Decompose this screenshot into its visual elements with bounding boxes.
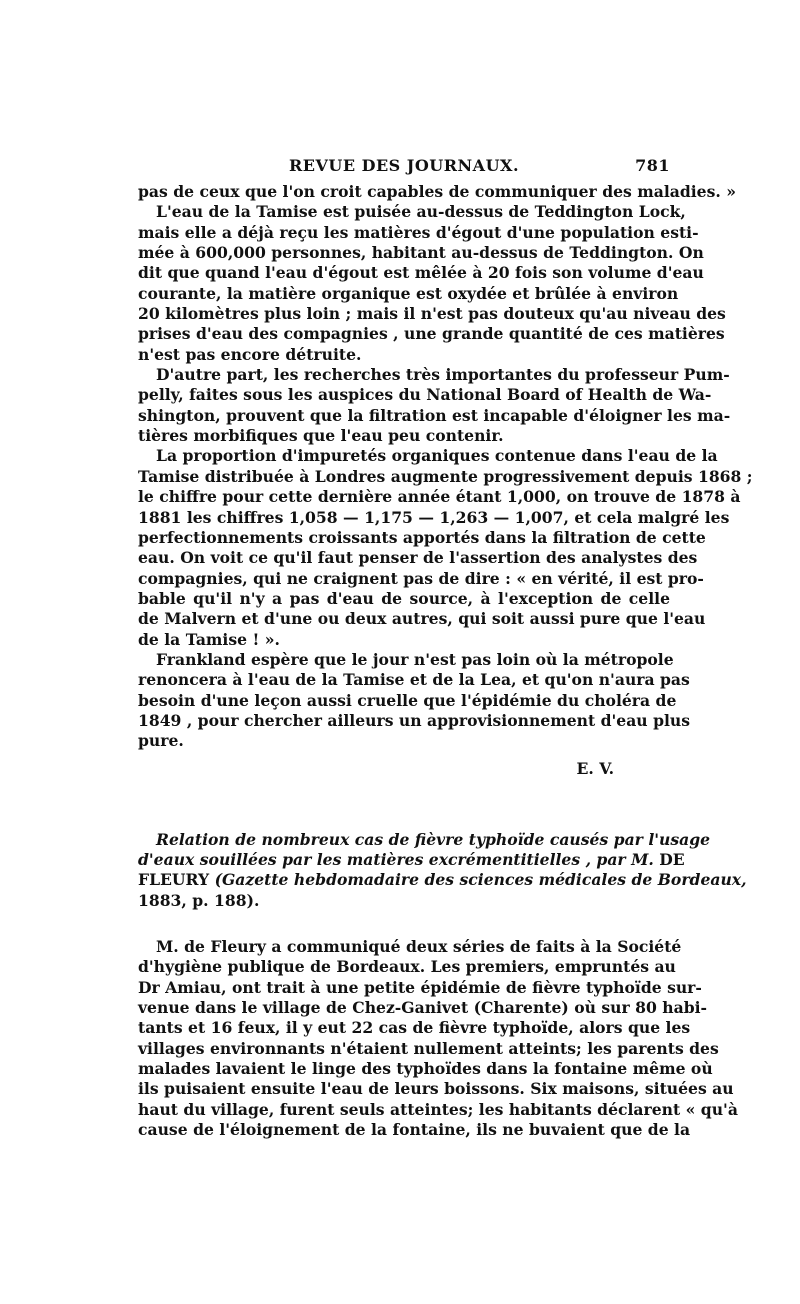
section-gap	[138, 911, 670, 937]
text-line: Dr Amiau, ont trait à une petite épidémie de fièvre typhoïde sur-	[138, 977, 702, 997]
article-signature: E. V.	[576, 758, 614, 778]
text-line: tières morbifiques que l'eau peu contenir.	[138, 426, 504, 446]
running-head-title: REVUE DES JOURNAUX.	[288, 156, 520, 175]
text-line: pure.	[138, 731, 184, 751]
text-line: venue dans le village de Chez-Ganivet (Charente) où sur 80 habi-	[138, 998, 708, 1018]
text-line: haut du village, furent seuls atteintes; les habitants déclarent « qu'à	[138, 1099, 738, 1119]
text-line: perfectionnements croissants apportés dans la filtration de cette	[138, 527, 706, 547]
text-line: prises d'eau des compagnies , une grande quantité de ces matières	[138, 324, 725, 344]
text-line: shington, prouvent que la filtration est incapable d'éloigner les ma-	[138, 405, 731, 425]
text-line: mais elle a déjà reçu les matières d'égout d'une population esti-	[138, 222, 699, 242]
text-line: d'hygiène publique de Bordeaux. Les premiers, empruntés au	[138, 957, 676, 977]
text-line: pelly, faites sous les auspices du National Board of Health de Wa-	[138, 385, 712, 405]
text-line: tants et 16 feux, il y eut 22 cas de fièvre typhoïde, alors que les	[138, 1018, 691, 1038]
author-particle: DE	[659, 849, 685, 869]
text-line: n'est pas encore détruite.	[138, 344, 362, 364]
article-heading-line: Relation de nombreux cas de fièvre typhoïde causés par l'usage	[156, 829, 711, 849]
text-line: villages environnants n'étaient nullement atteints; les parents des	[138, 1038, 719, 1058]
text-line: pas de ceux que l'on croit capables de communiquer des maladies. »	[138, 182, 736, 201]
text-line: L'eau de la Tamise est puisée au-dessus de Teddington Lock,	[156, 202, 686, 222]
text-line: besoin d'une leçon aussi cruelle que l'épidémie du choléra de	[138, 690, 677, 710]
text-line: cause de l'éloignement de la fontaine, ils ne buvaient que de la	[138, 1120, 691, 1140]
text-line: eau. On voit ce qu'il faut penser de l'assertion des analystes des	[138, 548, 698, 568]
text-line: courante, la matière organique est oxydée et brûlée à environ	[138, 283, 679, 303]
page-number: 781	[635, 156, 670, 175]
article-heading-text: d'eaux souillées par les matières excrémentitielles , par M.	[138, 849, 654, 869]
section-gap	[138, 782, 670, 830]
article-heading-line	[138, 870, 747, 890]
text-line: 1881 les chiffres 1,058 — 1,175 — 1,263 — 1,007, et cela malgré les	[138, 507, 730, 527]
article-heading-line: 1883, p. 188).	[138, 890, 260, 910]
running-head	[138, 156, 670, 178]
text-line: de Malvern et d'une ou deux autres, qui soit aussi pure que l'eau	[138, 609, 706, 629]
text-line: renoncera à l'eau de la Tamise et de la Lea, et qu'on n'aura pas	[138, 670, 690, 690]
text-line: malades lavaient le linge des typhoïdes dans la fontaine même où	[138, 1059, 713, 1079]
article-heading-line	[138, 849, 685, 870]
text-line: M. de Fleury a communiqué deux séries de faits à la Société	[156, 937, 682, 956]
text-line: dit que quand l'eau d'égout est mêlée à 20 fois son volume d'eau	[138, 263, 704, 283]
text-line: bable qu'il n'y a pas d'eau de source, à l'exception de celle	[138, 588, 670, 608]
text-line: La proportion d'impuretés organiques contenue dans l'eau de la	[156, 446, 718, 466]
article-heading-text: (Gazette hebdomadaire des sciences médicales de Bordeaux,	[214, 870, 747, 890]
text-line: 20 kilomètres plus loin ; mais il n'est pas douteux qu'au niveau des	[138, 304, 726, 324]
text-line: de la Tamise ! ».	[138, 629, 280, 649]
author-name: FLEURY	[138, 870, 210, 890]
text-line: mée à 600,000 personnes, habitant au-dessus de Teddington. On	[138, 243, 704, 263]
text-line: D'autre part, les recherches très importantes du professeur Pum-	[156, 365, 730, 385]
text-line: le chiffre pour cette dernière année étant 1,000, on trouve de 1878 à	[138, 487, 741, 507]
text-line: Tamise distribuée à Londres augmente progressivement depuis 1868 ;	[138, 466, 753, 486]
text-line: ils puisaient ensuite l'eau de leurs boissons. Six maisons, situées au	[138, 1079, 734, 1099]
text-line: Frankland espère que le jour n'est pas loin où la métropole	[156, 649, 674, 669]
text-line: 1849 , pour chercher ailleurs un approvisionnement d'eau plus	[138, 710, 691, 730]
text-line: compagnies, qui ne craignent pas de dire : « en vérité, il est pro-	[138, 568, 704, 588]
page-body	[138, 182, 753, 1140]
